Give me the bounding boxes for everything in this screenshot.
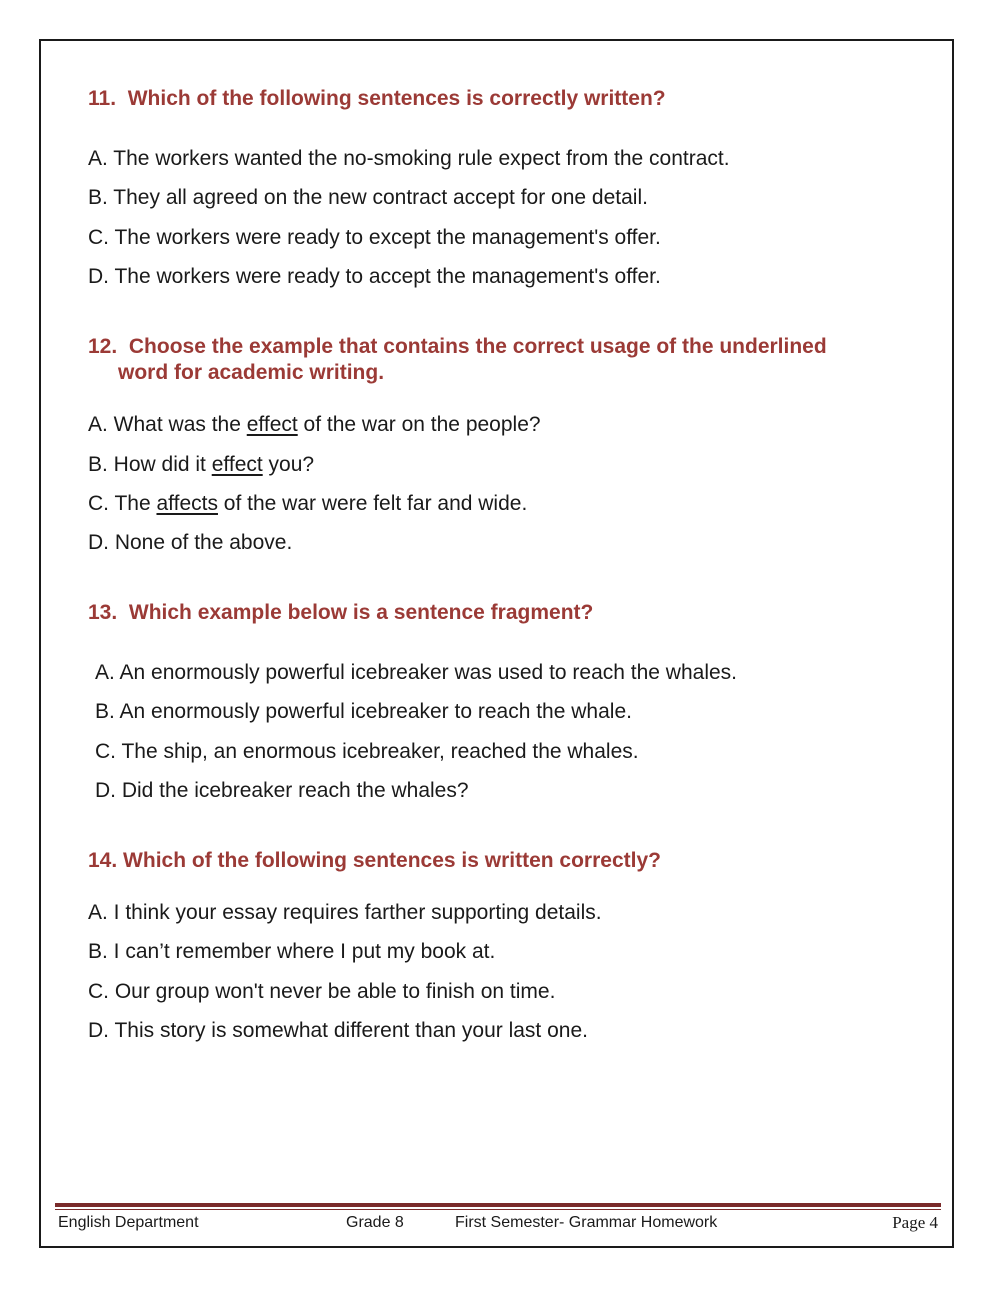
question-14-option-c: C. Our group won't never be able to finish on time. (88, 980, 556, 1003)
footer-page-number: Page 4 (892, 1213, 938, 1232)
question-12-option-a: A. What was the effect of the war on the people? (88, 413, 541, 436)
footer-department: English Department (58, 1214, 199, 1231)
question-13-option-d: D. Did the icebreaker reach the whales? (95, 779, 469, 802)
question-11-option-d: D. The workers were ready to accept the management's offer. (88, 265, 661, 288)
question-14-option-b: B. I can’t remember where I put my book at. (88, 940, 496, 963)
underlined-word: effect (211, 453, 263, 476)
question-13-number: 13. (88, 601, 118, 624)
question-12-number: 12. (88, 335, 118, 358)
underlined-word: affects (156, 492, 218, 515)
question-12-text-line2: word for academic writing. (118, 361, 385, 384)
question-12-title (88, 334, 827, 386)
question-13-option-a: A. An enormously powerful icebreaker was used to reach the whales. (95, 661, 738, 684)
question-12-text-line1: Choose the example that contains the correct usage of the underlined (128, 335, 827, 358)
question-11-option-a: A. The workers wanted the no-smoking rule expect from the contract. (88, 147, 730, 170)
question-14-option-a: A. I think your essay requires farther supporting details. (88, 901, 602, 924)
question-11-option-b: B. They all agreed on the new contract accept for one detail. (88, 186, 648, 209)
page-border (39, 39, 954, 1248)
question-12-option-d: D. None of the above. (88, 531, 293, 554)
question-11-number: 11. (88, 87, 117, 110)
question-14-text: Which of the following sentences is written correctly? (123, 849, 661, 872)
footer-rule-thick (55, 1203, 941, 1207)
question-13-text: Which example below is a sentence fragment? (128, 601, 594, 624)
question-11-title (88, 86, 666, 112)
footer-course: First Semester- Grammar Homework (455, 1214, 718, 1231)
question-14-number: 14. (88, 849, 118, 872)
footer-grade: Grade 8 (346, 1214, 404, 1231)
question-14-title (88, 848, 661, 874)
question-13-option-c: C. The ship, an enormous icebreaker, reached the whales. (95, 740, 639, 763)
question-12-option-b: B. How did it effect you? (88, 453, 315, 476)
question-11-text: Which of the following sentences is correctly written? (127, 87, 666, 110)
question-12-option-c: C. The affects of the war were felt far and wide. (88, 492, 528, 515)
underlined-word: effect (246, 413, 298, 436)
question-14-option-d: D. This story is somewhat different than your last one. (88, 1019, 588, 1042)
question-13-option-b: B. An enormously powerful icebreaker to reach the whale. (95, 700, 632, 723)
question-11-option-c: C. The workers were ready to except the management's offer. (88, 226, 661, 249)
question-13-title (88, 600, 593, 626)
footer-rule-thin (55, 1209, 941, 1210)
